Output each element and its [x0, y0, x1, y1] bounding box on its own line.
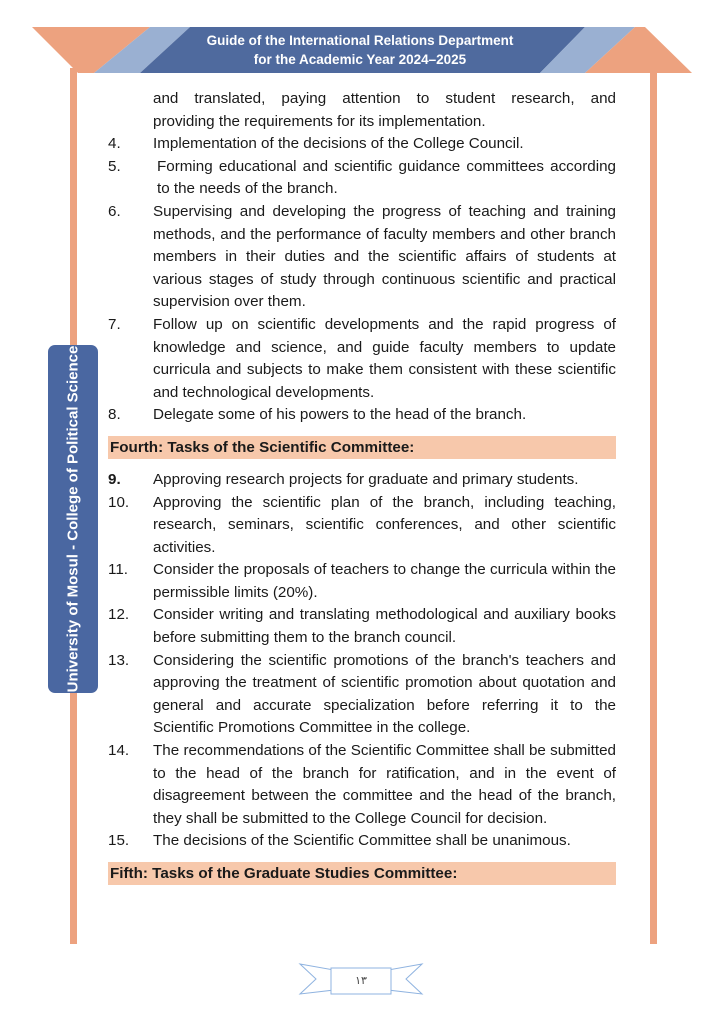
item-number: 15. — [108, 832, 130, 850]
item-number: 13. — [108, 651, 130, 669]
header-banner — [0, 0, 724, 80]
item-number: 7. — [108, 315, 121, 333]
list-item — [108, 604, 616, 649]
item-number: 5. — [108, 157, 121, 175]
document-body — [108, 88, 616, 895]
item-text: Implementation of the decisions of the College Council. — [153, 135, 524, 153]
header-title-line2: for the Academic Year 2024–2025 — [253, 52, 467, 67]
item-text: Considering the scientific promotions of the branch's teachers and approving the treatment of scientific promotion about quotation and general and accurate specialization before referring it to the Scientific Promotions Committee in the college. — [153, 651, 616, 737]
page-number-ribbon — [298, 962, 424, 996]
item-number: 9. — [108, 470, 121, 488]
section-heading-fourth: Fourth: Tasks of the Scientific Committee: — [108, 436, 616, 459]
item-text: Approving the scientific plan of the branch, including teaching, research, seminars, scientific conferences, and other scientific activities. — [153, 493, 616, 556]
list-item — [108, 469, 616, 492]
list-item — [108, 740, 616, 830]
item-number: 8. — [108, 406, 121, 424]
list-item — [108, 133, 616, 156]
page-number: ١٣ — [355, 975, 367, 987]
continuation-paragraph — [108, 88, 616, 133]
item-text: The recommendations of the Scientific Committee shall be submitted to the head of the branch for ratification, and in the event of disagreement between the committee and the head of the branch, they shall be submitted to the College Council for decision. — [153, 742, 616, 827]
item-number: 6. — [108, 202, 121, 220]
item-text: Consider the proposals of teachers to change the curricula within the permissible limits (20%). — [153, 561, 616, 601]
list-item — [108, 156, 616, 201]
item-number: 14. — [108, 742, 130, 760]
item-number: 12. — [108, 606, 130, 624]
list-item — [108, 201, 616, 314]
item-text: Delegate some of his powers to the head of the branch. — [153, 406, 527, 424]
item-text: Approving research projects for graduate and primary students. — [153, 470, 579, 488]
item-text: Forming educational and scientific guidance committees according to the needs of the branch. — [157, 157, 616, 198]
header-title — [150, 31, 570, 69]
list-item — [108, 559, 616, 604]
continuation-line1: and translated, paying attention to student research, and — [153, 90, 616, 107]
list-item — [108, 650, 616, 740]
list-item — [108, 492, 616, 560]
section-heading-fifth: Fifth: Tasks of the Graduate Studies Committee: — [108, 862, 616, 885]
item-text: The decisions of the Scientific Committee shall be unanimous. — [153, 832, 571, 850]
list-item — [108, 830, 616, 853]
item-text: Consider writing and translating methodological and auxiliary books before submitting them to the branch council. — [153, 606, 616, 647]
header-title-line1: Guide of the International Relations Department — [206, 33, 514, 48]
item-text: Supervising and developing the progress of teaching and training methods, and the performance of faculty members and other branch members in their duties and the scientific affairs of students at various stages of study through continuous scientific and practical supervision over them. — [153, 202, 616, 311]
right-pillar — [650, 68, 657, 944]
side-tab — [48, 345, 98, 693]
item-text: Follow up on scientific developments and the rapid progress of knowledge and science, and guide faculty members to update curricula and subjects to make them consistent with these scientific and technological developments. — [153, 315, 616, 401]
item-number: 11. — [108, 561, 128, 579]
item-number: 4. — [108, 135, 121, 153]
continuation-line2: providing the requirements for its implementation. — [153, 112, 486, 130]
side-tab-label: University of Mosul - College of Political Science — [64, 345, 82, 693]
list-item — [108, 314, 616, 404]
list-item — [108, 404, 616, 427]
item-number: 10. — [108, 493, 130, 511]
